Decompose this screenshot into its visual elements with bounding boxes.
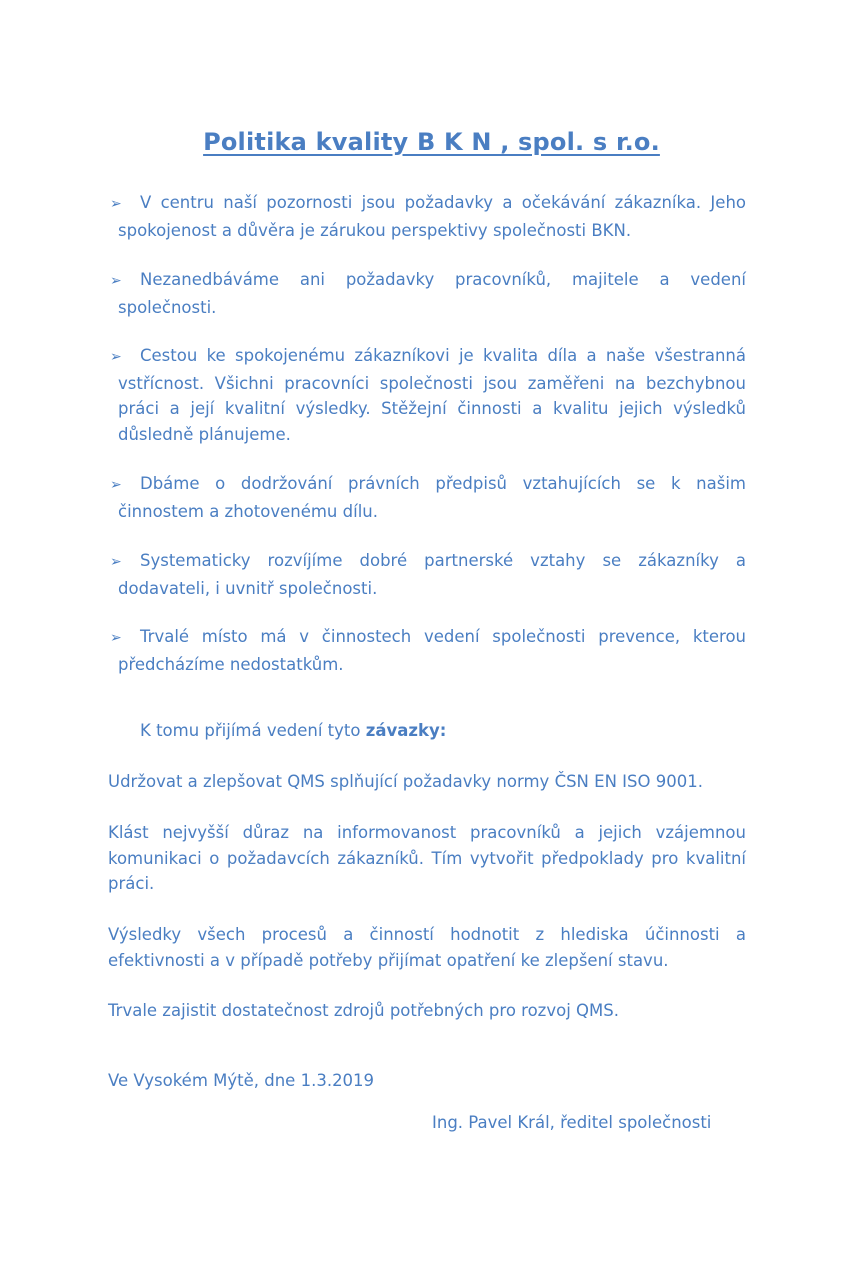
commitments-intro-text: K tomu přijímá vedení tyto — [140, 721, 361, 740]
arrow-bullet-icon: ➢ — [110, 477, 122, 493]
bullet-first-line: V centru naší pozornosti jsou požadavky a očekávání zákazníka. Jeho — [140, 193, 746, 212]
bullet-first-line: Trvalé místo má v činnostech vedení společnosti prevence, kterou — [140, 627, 746, 646]
bullet-continuation: společnosti. — [118, 297, 217, 317]
document-title: Politika kvality B K N , spol. s r.o. — [203, 128, 660, 156]
commitment-paragraph: Udržovat a zlepšovat QMS splňující požadavky normy ČSN EN ISO 9001. — [108, 772, 703, 791]
policy-bullet — [108, 548, 746, 601]
bullet-continuation: činnostem a zhotovenému dílu. — [118, 501, 378, 521]
place-and-date: Ve Vysokém Mýtě, dne 1.3.2019 — [108, 1071, 375, 1090]
policy-bullet — [108, 267, 746, 320]
commitment-paragraph: Výsledky všech procesů a činností hodnotit z hlediska účinnosti a efektivnosti a v případě potřeby přijímat opatření ke zlepšení stavu. — [108, 925, 746, 970]
policy-bullet — [108, 343, 746, 447]
bullet-continuation: vstřícnost. Všichni pracovníci společnosti jsou zaměřeni na bezchybnou práci a její kvalitní výsledky. Stěžejní činnosti a kvalitu jejich výsledků důsledně plánujeme. — [118, 373, 746, 444]
bullet-continuation: dodavateli, i uvnitř společnosti. — [118, 578, 378, 598]
commitment-paragraph: Trvale zajistit dostatečnost zdrojů potřebných pro rozvoj QMS. — [108, 1001, 619, 1020]
bullet-first-line: Systematicky rozvíjíme dobré partnerské vztahy se zákazníky a — [140, 551, 746, 570]
arrow-bullet-icon: ➢ — [110, 630, 122, 646]
commitment-paragraph: Klást nejvyšší důraz na informovanost pracovníků a jejich vzájemnou komunikaci o požadavcích zákazníků. Tím vytvořit předpoklady pro kvalitní práci. — [108, 823, 746, 893]
arrow-bullet-icon: ➢ — [110, 196, 122, 212]
policy-bullet — [108, 190, 746, 243]
bullet-first-line: Cestou ke spokojenému zákazníkovi je kvalita díla a naše všestranná — [140, 346, 746, 365]
bullet-continuation: předcházíme nedostatkům. — [118, 654, 344, 674]
policy-bullet — [108, 624, 746, 677]
arrow-bullet-icon: ➢ — [110, 554, 122, 570]
arrow-bullet-icon: ➢ — [110, 273, 122, 289]
signature-line: Ing. Pavel Král, ředitel společnosti — [432, 1113, 712, 1132]
commitments-keyword: závazky: — [365, 721, 447, 740]
arrow-bullet-icon: ➢ — [110, 349, 122, 365]
policy-bullet — [108, 471, 746, 524]
bullet-first-line: Dbáme o dodržování právních předpisů vztahujících se k našim — [140, 474, 746, 493]
bullet-continuation: spokojenost a důvěra je zárukou perspektivy společnosti BKN. — [118, 220, 632, 240]
commitments-intro — [140, 718, 446, 744]
bullet-first-line: Nezanedbáváme ani požadavky pracovníků, majitele a vedení — [140, 270, 746, 289]
